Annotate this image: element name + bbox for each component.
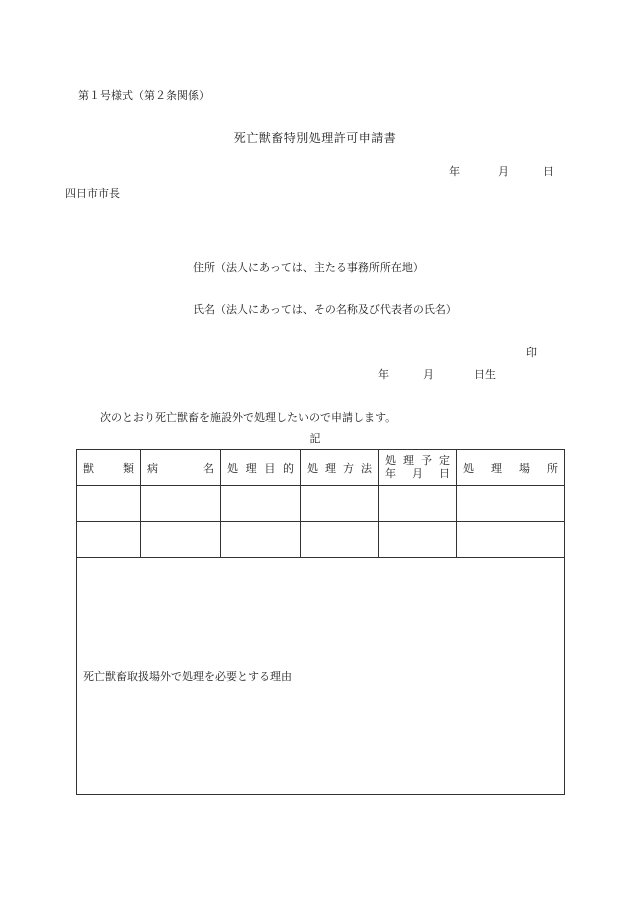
- application-table: [76, 449, 565, 795]
- table-row: [77, 486, 565, 522]
- ki-heading: 記: [309, 432, 321, 445]
- birth-year: 年: [378, 368, 389, 381]
- header-animal-type: 獣 類: [77, 450, 141, 486]
- reason-label: 死亡獣畜取扱場外で処理を必要とする理由: [83, 670, 292, 683]
- cell-purpose[interactable]: [221, 522, 301, 558]
- cell-schedule[interactable]: [379, 486, 457, 522]
- cell-place[interactable]: [457, 486, 565, 522]
- date-day: 日: [543, 165, 554, 178]
- cell-place[interactable]: [457, 522, 565, 558]
- cell-animal-type[interactable]: [77, 486, 141, 522]
- birth-day: 日生: [474, 368, 496, 381]
- header-method: 処理方法: [301, 450, 379, 486]
- table-header-row: [77, 450, 565, 486]
- cell-animal-type[interactable]: [77, 522, 141, 558]
- cell-disease[interactable]: [141, 486, 221, 522]
- date-month: 月: [498, 165, 509, 178]
- birth-month: 月: [423, 368, 434, 381]
- cell-method[interactable]: [301, 486, 379, 522]
- cell-schedule[interactable]: [379, 522, 457, 558]
- header-disease: 病 名: [141, 450, 221, 486]
- form-title: 死亡獣畜特別処理許可申請書: [233, 131, 397, 145]
- reason-row: [77, 558, 565, 795]
- cell-disease[interactable]: [141, 522, 221, 558]
- form-number: 第１号様式（第２条関係）: [78, 89, 210, 102]
- birth-date: [378, 369, 496, 380]
- cell-purpose[interactable]: [221, 486, 301, 522]
- header-place: 処理場所: [457, 450, 565, 486]
- header-purpose: 処理目的: [221, 450, 301, 486]
- table-row: [77, 522, 565, 558]
- cell-method[interactable]: [301, 522, 379, 558]
- reason-cell[interactable]: [77, 558, 565, 795]
- date-year: 年: [449, 165, 460, 178]
- request-text: 次のとおり死亡獣畜を施設外で処理したいので申請します。: [100, 411, 397, 424]
- applicant-address-label: 住所（法人にあっては、主たる事務所所在地）: [193, 261, 424, 274]
- application-date: [449, 166, 554, 177]
- seal-mark: 印: [526, 346, 537, 359]
- applicant-name-label: 氏名（法人にあっては、その名称及び代表者の氏名）: [193, 303, 457, 316]
- addressee: 四日市市長: [65, 187, 120, 200]
- header-schedule: 処理予定 年月日: [379, 450, 457, 486]
